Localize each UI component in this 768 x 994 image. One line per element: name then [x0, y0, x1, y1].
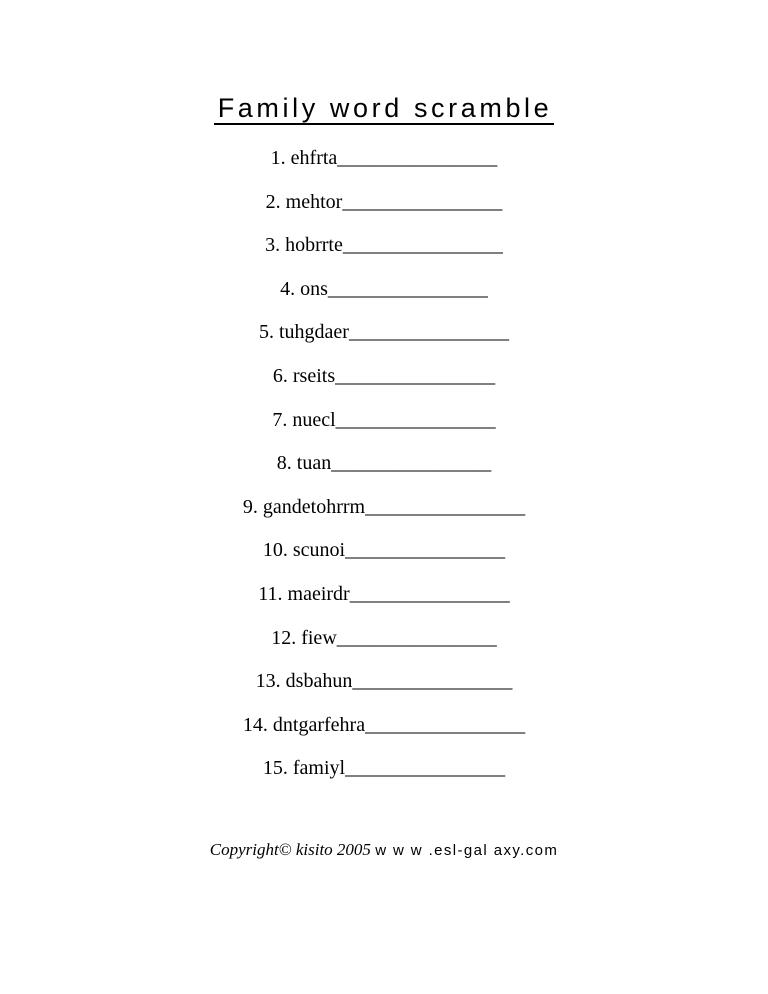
list-item: 3. hobrrte________________	[265, 234, 503, 257]
scramble-list	[0, 142, 768, 796]
list-item: 11. maeirdr________________	[258, 582, 510, 605]
list-item: 7. nuecl________________	[272, 408, 496, 431]
list-item: 2. mehtor________________	[265, 190, 503, 213]
page-title-text: Family word scramble	[214, 93, 555, 125]
list-item: 12. fiew________________	[271, 626, 497, 649]
page-title	[0, 90, 768, 126]
list-item: 6. rseits________________	[272, 364, 496, 387]
list-item: 13. dsbahun________________	[255, 670, 513, 693]
footer	[0, 838, 768, 863]
copyright-text: Copyright© kisito 2005	[209, 840, 371, 859]
website-text: w w w .esl-gal axy.com	[375, 842, 559, 859]
list-item: 14. dntgarfehra________________	[242, 713, 526, 736]
list-item: 8. tuan________________	[276, 452, 492, 475]
list-item: 15. famiyl________________	[262, 757, 506, 780]
list-item: 1. ehfrta________________	[270, 147, 498, 169]
list-item: 9. gandetohrrm________________	[242, 495, 526, 518]
list-item: 10. scunoi________________	[262, 539, 506, 562]
list-item: 4. ons________________	[280, 277, 488, 300]
list-item: 5. tuhgdaer________________	[259, 321, 509, 344]
